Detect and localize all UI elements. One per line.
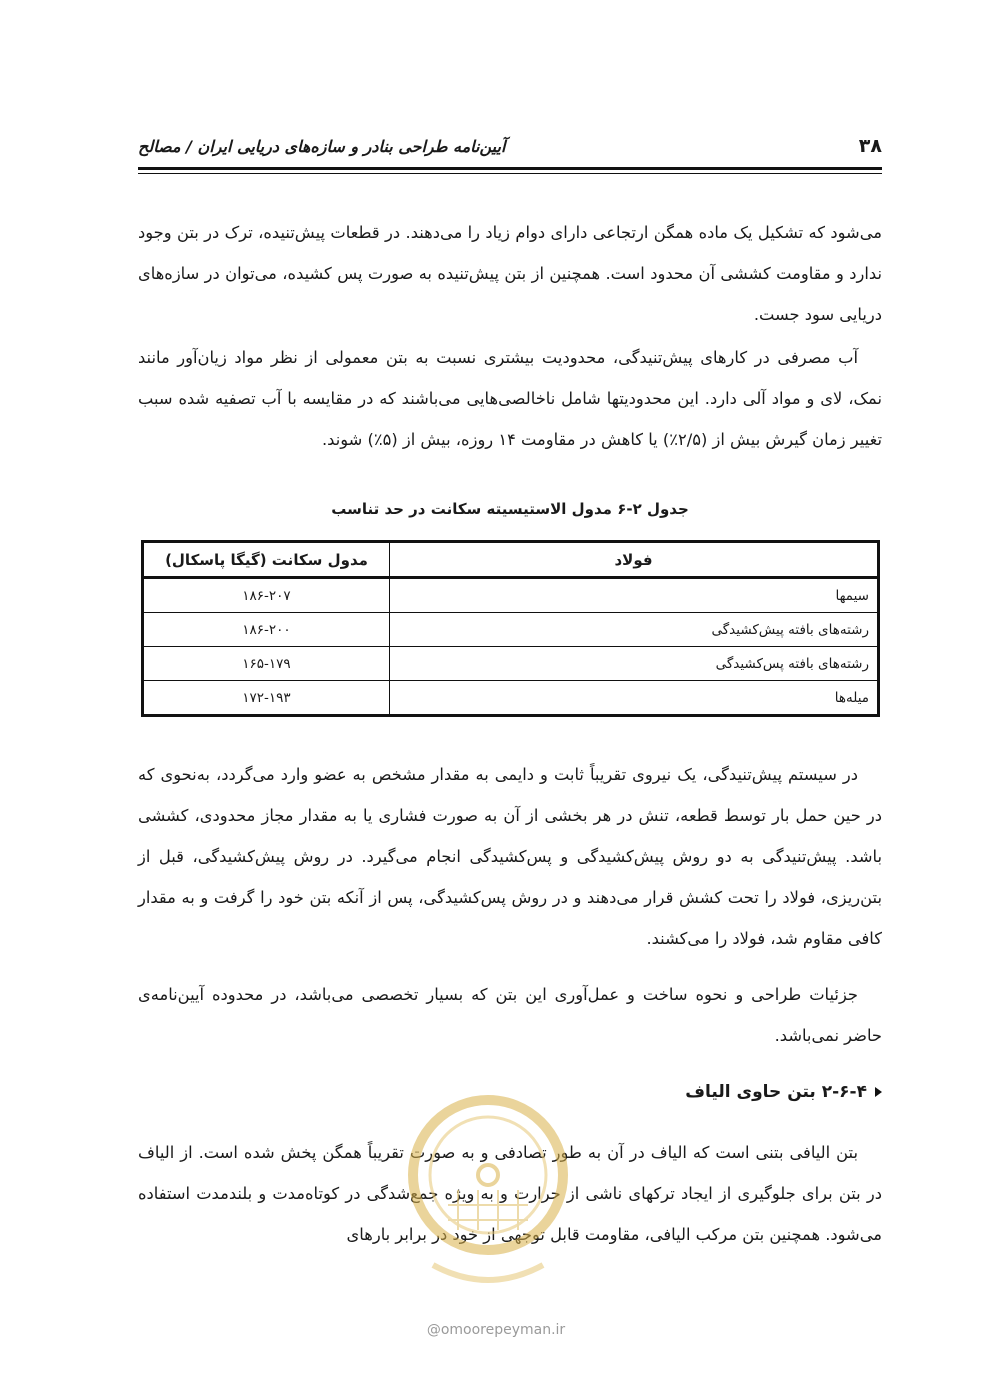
table-header-row xyxy=(143,542,879,578)
paragraph-5: بتن الیافی بتنی است که الیاف در آن به طور تصادفی و به صورت تقریباً همگن پخش شده است. از الیاف در بتن برای جلوگیری از ایجاد ترکهای ناشی از حرارت و به ویژه جمع‌شدگی در کوتاه‌مدت و بلندمدت استفاده می‌شود. همچنین بتن مرکب الیافی، مقاومت قابل توجهی از خود در برابر بارهای xyxy=(138,1143,882,1244)
steel-type-cell: میله‌ها xyxy=(390,681,879,716)
header-steel: فولاد xyxy=(390,542,879,578)
header-modulus: مدول سکانت (گیگا پاسکال) xyxy=(143,542,390,578)
steel-type-cell: رشته‌های بافته پس‌کشیدگی xyxy=(390,647,879,681)
table-caption: جدول ۲-۶ مدول الاستیسیته سکانت در حد تناسب xyxy=(331,500,689,518)
paragraph-2: آب مصرفی در کارهای پیش‌تنیدگی، محدودیت بیشتری نسبت به بتن معمولی از نظر مواد زیان‌آور مانند نمک، لای و مواد آلی دارد. این محدودیتها شامل ناخالصی‌هایی می‌باشند که در مقایسه با آب تصفیه شده سبب تغییر زمان گیرش بیش از (۲/۵٪) یا کاهش در مقاومت ۱۴ روزه، بیش از (۵٪) شوند. xyxy=(138,348,882,449)
paragraph-1: می‌شود که تشکیل یک ماده همگن ارتجاعی دارای دوام زیاد را می‌دهند. در قطعات پیش‌تنیده، ترک در بتن وجود ندارد و مقاومت کششی آن محدود است. همچنین از بتن پیش‌تنیده به صورت پس کشیده، می‌توان در سازه‌های دریایی سود جست. xyxy=(138,223,882,324)
triangle-bullet-icon xyxy=(875,1087,882,1097)
modulus-cell: ۱۸۶-۲۰۷ xyxy=(143,578,390,613)
table-row xyxy=(143,681,879,716)
page-header xyxy=(138,128,882,164)
steel-type-cell: سیمها xyxy=(390,578,879,613)
steel-type-cell: رشته‌های بافته پیش‌کشیدگی xyxy=(390,613,879,647)
table-row xyxy=(143,647,879,681)
modulus-table xyxy=(141,540,880,717)
section-heading xyxy=(138,1082,882,1102)
table-row xyxy=(143,613,879,647)
header-rule-thin xyxy=(138,173,882,174)
paragraph-4: جزئیات طراحی و نحوه ساخت و عمل‌آوری این بتن که بسیار تخصصی می‌باشد، در محدوده آیین‌نامه‌ی حاضر نمی‌باشد. xyxy=(138,985,882,1045)
table-row xyxy=(143,578,879,613)
modulus-cell: ۱۶۵-۱۷۹ xyxy=(143,647,390,681)
paragraph-3: در سیستم پیش‌تنیدگی، یک نیروی تقریباً ثابت و دایمی به مقدار مشخص به عضو وارد می‌گردد، به‌نحوی که در حین حمل بار توسط قطعه، تنش در هر بخشی از آن به صورت فشاری یا به مقدار مجاز محدودی، کششی باشد. پیش‌تنیدگی به دو روش پیش‌کشیدگی و پس‌کشیدگی انجام می‌گیرد. در روش پیش‌کشیدگی، قبل از بتن‌ریزی، فولاد را تحت کشش قرار می‌دهند و در روش پس‌کشیدگی، پس از آنکه بتن خود را گرفت و به مقدار کافی مقاوم شد، فولاد را می‌کشند. xyxy=(138,765,882,948)
modulus-cell: ۱۸۶-۲۰۰ xyxy=(143,613,390,647)
section-heading-text: ۲-۶-۴ بتن حاوی الیاف xyxy=(685,1082,867,1102)
page-number: ۳۸ xyxy=(858,135,882,157)
running-title: آیین‌نامه طراحی بنادر و سازه‌های دریایی ایران / مصالح xyxy=(138,136,506,156)
header-rule-thick xyxy=(138,167,882,170)
watermark-url: @omoorepeyman.ir xyxy=(426,1322,566,1338)
modulus-cell: ۱۷۲-۱۹۳ xyxy=(143,681,390,716)
